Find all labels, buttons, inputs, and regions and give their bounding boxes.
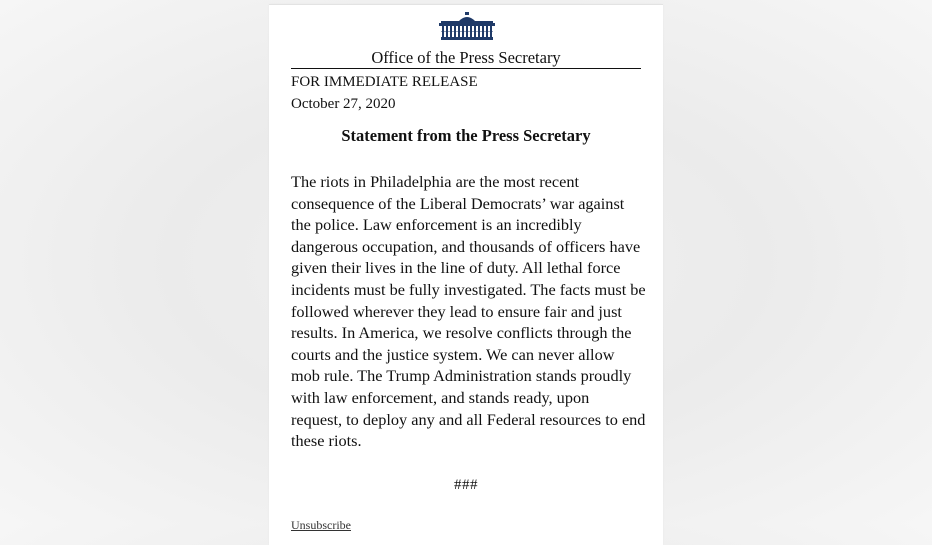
body-line: results. In America, we resolve conflicts through the <box>291 323 632 343</box>
body-line: followed wherever they lead to ensure fair and just <box>291 301 622 321</box>
body-line: with law enforcement, and stands ready, upon <box>291 387 590 407</box>
body-line: request, to deploy any and all Federal resources to end <box>291 409 646 429</box>
body-line: courts and the justice system. We can never allow <box>291 344 615 364</box>
white-house-icon <box>439 12 495 40</box>
body-line: dangerous occupation, and thousands of officers have <box>291 236 641 256</box>
press-release-page <box>269 4 663 545</box>
header-divider <box>291 68 641 69</box>
body-line: consequence of the Liberal Democrats’ war against <box>291 193 625 213</box>
body-line: given their lives in the line of duty. All lethal force <box>291 258 621 278</box>
body-line: The riots in Philadelphia are the most recent <box>291 172 579 191</box>
release-date: October 27, 2020 <box>291 96 396 112</box>
office-title: Office of the Press Secretary <box>371 48 561 67</box>
body-line: these riots. <box>291 431 362 451</box>
unsubscribe-link[interactable]: Unsubscribe <box>291 518 351 532</box>
release-label: FOR IMMEDIATE RELEASE <box>291 74 478 90</box>
end-marks: ### <box>454 477 478 493</box>
body-line: the police. Law enforcement is an incredibly <box>291 215 582 235</box>
statement-headline: Statement from the Press Secretary <box>341 126 591 145</box>
body-line: incidents must be fully investigated. The facts must be <box>291 279 646 299</box>
body-line: mob rule. The Trump Administration stands proudly <box>291 366 632 386</box>
statement-body <box>291 171 647 452</box>
